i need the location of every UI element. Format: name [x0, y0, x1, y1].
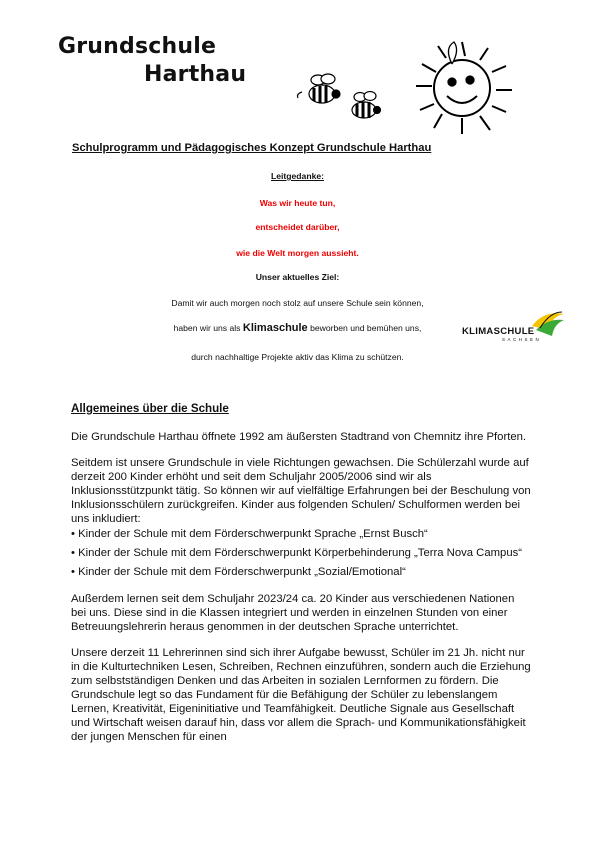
- motto-line-1: Was wir heute tun,: [259, 198, 336, 208]
- sun-and-bees-illustration: [292, 36, 520, 134]
- section-heading: Allgemeines über die Schule: [71, 402, 229, 415]
- ziel-line-1: Damit wir auch morgen noch stolz auf unsere Schule sein können,: [171, 298, 424, 308]
- bee-icon: [298, 74, 341, 103]
- klimaschule-logo-sub: SACHSEN: [502, 337, 542, 342]
- bee-icon: [352, 92, 381, 119]
- leitgedanke-label: Leitgedanke:: [270, 171, 324, 181]
- school-name-line2: Harthau: [144, 62, 247, 87]
- paragraph-3: Außerdem lernen seit dem Schuljahr 2023/24 ca. 20 Kinder aus verschiedenen Nationen bei uns. Diese sind in die Klassen integriert und werden in einzelnen Stunden von einer Betreuungslehrerin heraus genommen in der deutschen Sprache unterrichtet.: [71, 593, 515, 633]
- paragraph-1: Die Grundschule Harthau öffnete 1992 am äußersten Stadtrand von Chemnitz ihre Pforten.: [71, 431, 527, 443]
- paragraph-2: Seitdem ist unsere Grundschule in viele Richtungen gewachsen. Die Schülerzahl wurde auf derzeit 200 Kinder erhöht und seit dem Schuljahr 2005/2006 sind wir als Inklusionsstützpunkt tätig. So können wir auf vielfältige Erfahrungen bei der Beschulung von Inklusionsschülern zurückgreifen. Kinder aus folgenden Schulen/ Schulformen werden bei uns inkludiert:: [71, 457, 531, 525]
- klimaschule-logo: [462, 308, 572, 344]
- school-name-line1: Grundschule: [58, 34, 217, 59]
- ziel-line-3: durch nachhaltige Projekte aktiv das Klima zu schützen.: [191, 352, 404, 362]
- bullet-item-2: • Kinder der Schule mit dem Förderschwerpunkt Körperbehinderung „Terra Nova Campus“: [71, 547, 523, 559]
- bullet-item-1: • Kinder der Schule mit dem Förderschwerpunkt Sprache „Ernst Busch“: [71, 528, 428, 540]
- klimaschule-word: Klimaschule: [242, 322, 308, 334]
- ziel-line-2-pre: haben wir uns als: [173, 323, 243, 333]
- motto-line-3: wie die Welt morgen aussieht.: [236, 248, 359, 258]
- paragraph-4: Unsere derzeit 11 Lehrerinnen sind sich ihrer Aufgabe bewusst, Schüler im 21 Jh. nicht nur in die Kulturtechniken Lesen, Schreiben, Rechnen einzuführen, sondern auch die Erziehung zum selbstständigen Denken und das Arbeiten in sozialen Lernformen zu fördern. Die Grundschule legt so das Fundament für die Befähigung der Schüler zu lebenslangem Lernen, Kreativität, Eigeninitiative und Teamfähigkeit. Deutliche Signale aus Gesellschaft und Wirtschaft weisen darauf hin, dass vor allem die Sprach- und Kommunikationsfähigkeit der jungen Menschen für einen: [71, 647, 531, 743]
- ziel-line-2-post: beworben und bemühen uns,: [307, 323, 422, 333]
- page-title: Schulprogramm und Pädagogisches Konzept Grundschule Harthau: [72, 142, 432, 154]
- klimaschule-swoosh-icon: [530, 308, 566, 338]
- ziel-label: Unser aktuelles Ziel:: [255, 272, 340, 282]
- section-body: [71, 430, 531, 744]
- klimaschule-logo-text: KLIMASCHULE: [462, 326, 535, 337]
- bullet-item-3: • Kinder der Schule mit dem Förderschwerpunkt „Sozial/Emotional“: [71, 566, 406, 578]
- motto-line-2: entscheidet darüber,: [255, 222, 340, 232]
- sun-icon: [416, 42, 512, 134]
